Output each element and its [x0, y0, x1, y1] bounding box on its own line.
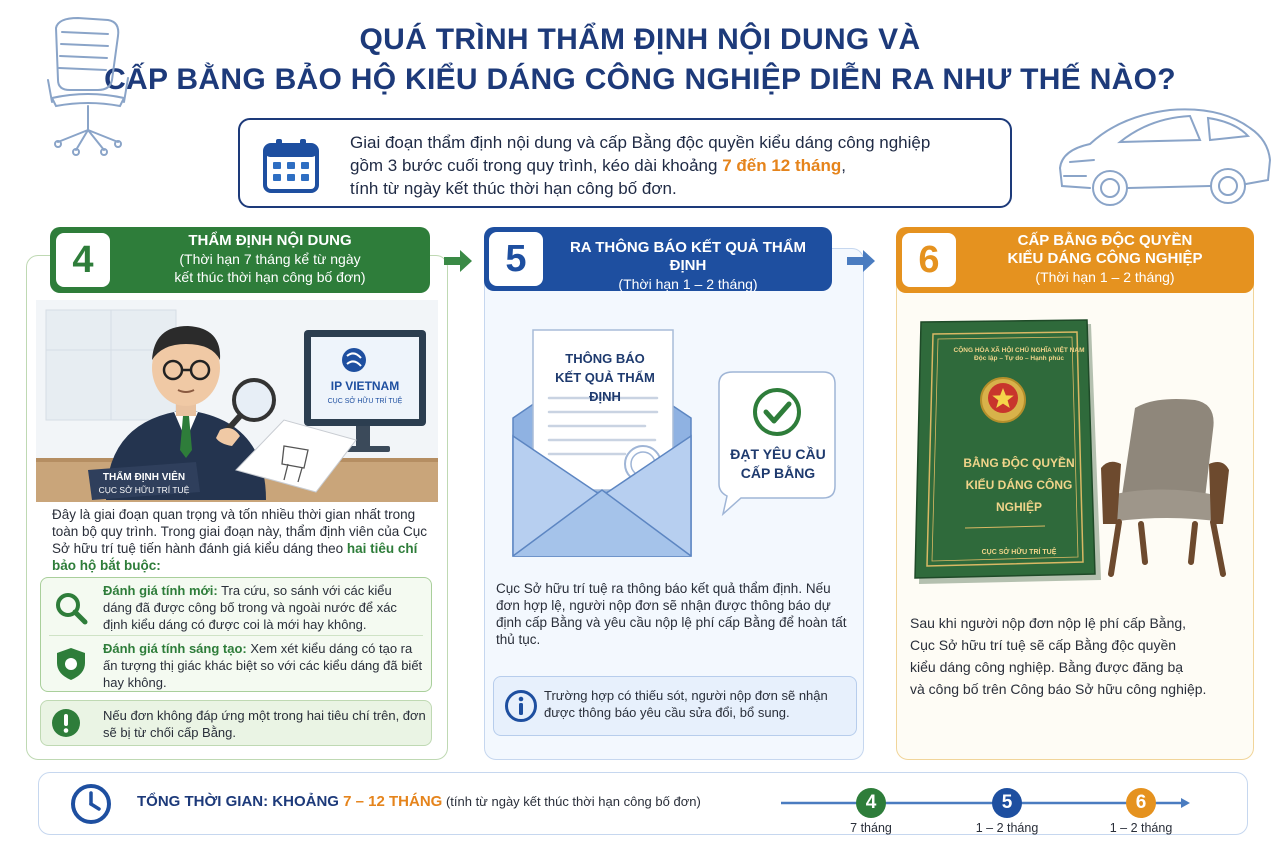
shield-icon: [53, 646, 89, 682]
step-6-number: 6: [902, 233, 956, 287]
criterion-creativity-text: Xem xét kiểu dáng có tạo ra ấn tượng thị giác khác biệt so với các kiểu dáng đã biết hay không.: [103, 641, 423, 690]
step-4-number: 4: [56, 233, 110, 287]
total-time-note: (tính từ ngày kết thúc thời hạn công bố đơn): [442, 794, 701, 809]
letter-title-1: THÔNG BÁO: [565, 351, 645, 366]
nameplate-line-2: CỤC SỞ HỮU TRÍ TUỆ: [98, 485, 190, 495]
timeline-step-5: [992, 788, 1022, 818]
approval-bubble: [723, 445, 833, 483]
step-6-title-1: CẤP BẰNG ĐỘC QUYỀN: [1017, 232, 1193, 249]
approval-line-1: ĐẠT YÊU CẦU: [730, 446, 826, 462]
office-chair-sketch: [28, 10, 148, 160]
title-line-2: CẤP BẰNG BẢO HỘ KIỂU DÁNG CÔNG NGHIỆP DIỄN RA NHƯ THẾ NÀO?: [104, 63, 1176, 96]
timeline-step-6: [1126, 788, 1156, 818]
intro-duration-highlight: 7 đến 12 tháng: [722, 156, 842, 175]
criteria-box: [40, 577, 432, 692]
step-5-title: RA THÔNG BÁO KẾT QUẢ THẨM ĐỊNH: [569, 239, 807, 274]
approval-line-2: CẤP BẰNG: [740, 465, 816, 481]
certificate-header-2: Độc lập – Tự do – Hạnh phúc: [974, 355, 1064, 362]
monitor-brand: IP VIETNAM: [330, 379, 400, 393]
certificate-title-2: KIỂU DÁNG CÔNG NGHIỆP: [965, 478, 1073, 514]
timeline-step-5-number: 5: [1001, 792, 1013, 813]
nameplate-line-1: THẨM ĐỊNH VIÊN: [102, 472, 186, 483]
step-5-note-text: Trường hợp có thiếu sót, người nộp đơn sẽ nhận được thông báo yêu cầu sửa đổi, bổ sung.: [544, 688, 828, 720]
step-4-description: [52, 506, 432, 574]
step-6-desc-2: Cục Sở hữu trí tuệ sẽ cấp Bằng độc quyền: [910, 637, 1177, 653]
criterion-novelty-label: Đánh giá tính mới:: [103, 583, 218, 598]
step-5-header: [484, 227, 832, 291]
step-4-title: THẨM ĐỊNH NỘI DUNG: [188, 232, 352, 249]
criteria-divider: [49, 635, 423, 636]
step-6-desc-1: Sau khi người nộp đơn nộp lệ phí cấp Bằng,: [910, 615, 1187, 631]
criterion-creativity-label: Đánh giá tính sáng tạo:: [103, 641, 247, 656]
calendar-icon: [262, 138, 320, 194]
step-6-desc-4: và công bố trên Công báo Sở hữu công nghiệp.: [910, 681, 1207, 697]
total-time-label: [137, 793, 701, 810]
step-5-sub: (Thời hạn 1 – 2 tháng): [618, 276, 758, 292]
magnifier-icon: [53, 590, 89, 626]
step-4-desc-text: Đây là giai đoạn quan trọng và tốn nhiều thời gian nhất trong toàn bộ quy trình. Trong giai đoạn này, thẩm định viên của Cục Sở hữu trí tuệ tiến hành đánh giá kiểu dáng theo: [52, 507, 427, 556]
intro-line-2: [350, 154, 930, 177]
intro-line-2-text: gồm 3 bước cuối trong quy trình, kéo dài khoảng: [350, 156, 723, 175]
step-5-note: [493, 676, 857, 736]
step-4-sub-2: kết thúc thời hạn công bố đơn): [174, 269, 366, 285]
step-4-header: [50, 227, 430, 293]
step-6-title-2: KIỂU DÁNG CÔNG NGHIỆP: [1007, 250, 1203, 267]
total-time-bar: [38, 772, 1248, 835]
arrow-right-icon: [442, 248, 474, 274]
certificate-title: [944, 452, 1094, 518]
step-6-description: [910, 612, 1250, 700]
warning-text: Nếu đơn không đáp ứng một trong hai tiêu chí trên, đơn sẽ bị từ chối cấp Bằng.: [103, 708, 426, 740]
intro-line-1: Giai đoạn thẩm định nội dung và cấp Bằng độc quyền kiểu dáng công nghiệp: [350, 133, 931, 152]
intro-box: [238, 118, 1012, 208]
timeline-step-6-number: 6: [1135, 792, 1147, 813]
step-6-sub: (Thời hạn 1 – 2 tháng): [1035, 269, 1175, 285]
examiner-illustration: [36, 300, 438, 502]
criterion-novelty-text: Tra cứu, so sánh với các kiểu dáng đã được công bố trong và ngoài nước để xác định kiểu dáng có được coi là mới hay không.: [103, 583, 397, 632]
total-time-prefix: TỔNG THỜI GIAN: KHOẢNG: [137, 793, 344, 810]
timeline-step-6-label: 1 – 2 tháng: [1109, 821, 1173, 835]
timeline-step-5-label: 1 – 2 tháng: [975, 821, 1039, 835]
timeline: [777, 779, 1197, 833]
step-5-number: 5: [489, 232, 543, 286]
certificate-issuer: CỤC SỞ HỮU TRÍ TUỆ: [981, 549, 1057, 556]
arrow-right-icon: [845, 248, 877, 274]
clock-icon: [69, 782, 113, 826]
rejection-warning: [40, 700, 432, 746]
step-5-description: Cục Sở hữu trí tuệ ra thông báo kết quả thẩm định. Nếu đơn hợp lệ, người nộp đơn sẽ nhận được thông báo dự định cấp Bằng và yêu cầu nộp lệ phí cấp Bằng để hoàn tất thủ tục.: [496, 581, 847, 647]
step-4-sub-1: (Thời hạn 7 tháng kể từ ngày: [179, 251, 361, 267]
warning-icon: [51, 708, 81, 738]
certificate-title-1: BẰNG ĐỘC QUYỀN: [963, 456, 1075, 470]
intro-line-3: tính từ ngày kết thúc thời hạn công bố đơn.: [350, 179, 677, 198]
intro-line-2-post: ,: [841, 156, 846, 175]
car-sketch: [1050, 88, 1275, 213]
intro-text: [350, 131, 930, 200]
step-6-desc-3: kiểu dáng công nghiệp. Bằng được đăng bạ: [910, 659, 1184, 675]
timeline-step-4: [856, 788, 886, 818]
total-time-range: 7 – 12 THÁNG: [343, 793, 443, 810]
letter-title-2: KẾT QUẢ THẨM ĐỊNH: [555, 370, 655, 404]
monitor-sub: CỤC SỞ HỮU TRÍ TUỆ: [327, 398, 403, 405]
letter-title: [540, 349, 670, 406]
timeline-step-4-label: 7 tháng: [850, 821, 892, 835]
title-line-1: QUÁ TRÌNH THẨM ĐỊNH NỘI DUNG VÀ: [359, 23, 921, 56]
step-6-header: [896, 227, 1254, 293]
step-4-desc-highlight: hai tiêu chí bảo hộ bắt buộc:: [52, 541, 418, 573]
info-icon: [504, 689, 538, 723]
certificate-header: [944, 347, 1094, 363]
certificate-header-1: CỘNG HÒA XÃ HỘI CHỦ NGHĨA VIỆT NAM: [953, 347, 1085, 354]
timeline-step-4-number: 4: [865, 792, 877, 813]
